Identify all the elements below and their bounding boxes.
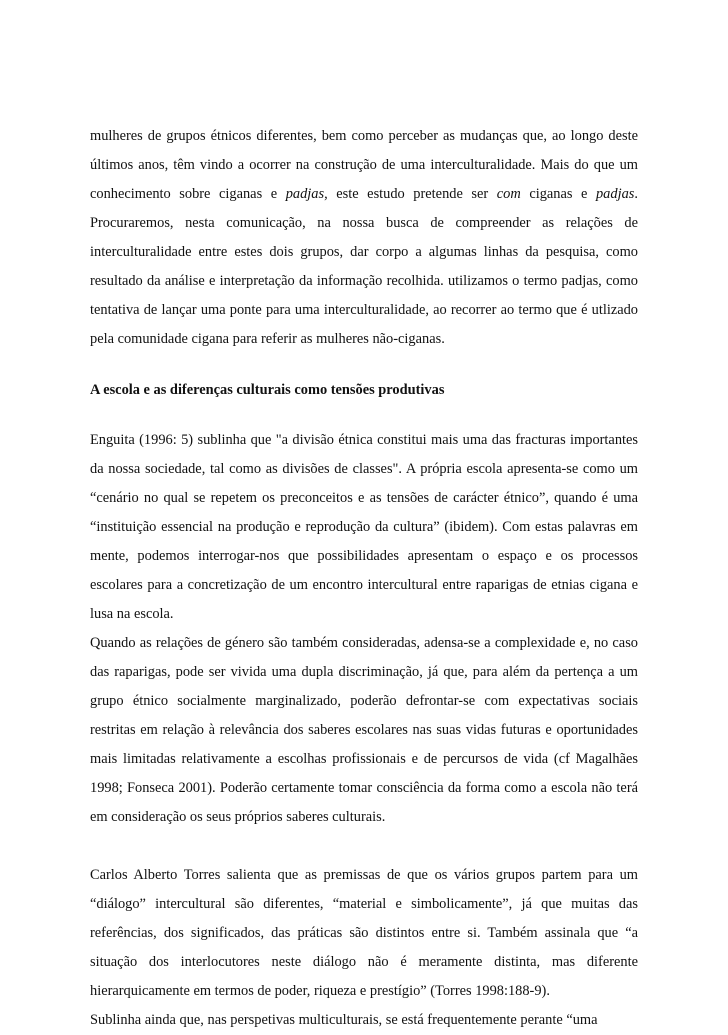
paragraph-multicultural: Sublinha ainda que, nas perspetivas multiculturais, se está frequentemente perante “uma bbox=[90, 1012, 598, 1028]
paragraph-gender: Quando as relações de género são também consideradas, adensa-se a complexidade e, no caso das raparigas, pode ser vivida uma dupla discriminação, já que, para além da pertença a um grupo étnico socialmente marginalizado, poderão defrontar-se com expectativas sociais restritas em relação à relevância dos saberes escolares nas suas vidas futuras e oportunidades mais limitadas relativamente a escolhas profissionais e de percursos de vida (cf Magalhães 1998; Fonseca 2001). Poderão certamente tomar consciência da forma como a escola não terá em consideração os seus próprios saberes culturais. bbox=[90, 635, 638, 825]
paragraph-torres: Carlos Alberto Torres salienta que as premissas de que os vários grupos partem para um “diálogo” intercultural são diferentes, “material e simbolicamente”, já que muitas das referências, dos significados, das práticas são distintos entre si. Também assinala que “a situação dos interlocutores neste diálogo não é meramente distinta, mas diferente hierarquicamente em termos de poder, riqueza e prestígio” (Torres 1998:188-9). bbox=[90, 867, 638, 999]
section-heading: A escola e as diferenças culturais como tensões produtivas bbox=[90, 382, 445, 398]
paragraph-intro: mulheres de grupos étnicos diferentes, bem como perceber as mudanças que, ao longo deste últimos anos, têm vindo a ocorrer na construção de uma interculturalidade. Mais do que um conhecimento sobre ciganas e padjas, este estudo pretende ser com ciganas e padjas. Procuraremos, nesta comunicação, na nossa busca de compreender as relações de interculturalidade entre estes dois grupos, dar corpo a algumas linhas da pesquisa, como resultado da análise e interpretação da informação recolhida. utilizamos o termo padjas, como tentativa de lançar uma ponte para uma interculturalidade, ao recorrer ao termo que é utlizado pela comunidade cigana para referir as mulheres não-ciganas. bbox=[90, 128, 638, 347]
paragraph-enguita: Enguita (1996: 5) sublinha que "a divisão étnica constitui mais uma das fracturas importantes da nossa sociedade, tal como as divisões de classes". A própria escola apresenta-se como um “cenário no qual se repetem os preconceitos e as tensões de carácter étnico”, quando é uma “instituição essencial na produção e reprodução da cultura” (ibidem). Com estas palavras em mente, podemos interrogar-nos que possibilidades apresentam o espaço e os processos escolares para a concretização de um encontro intercultural entre raparigas de etnias cigana e lusa na escola. bbox=[90, 432, 638, 622]
paragraph-gap bbox=[90, 832, 638, 861]
